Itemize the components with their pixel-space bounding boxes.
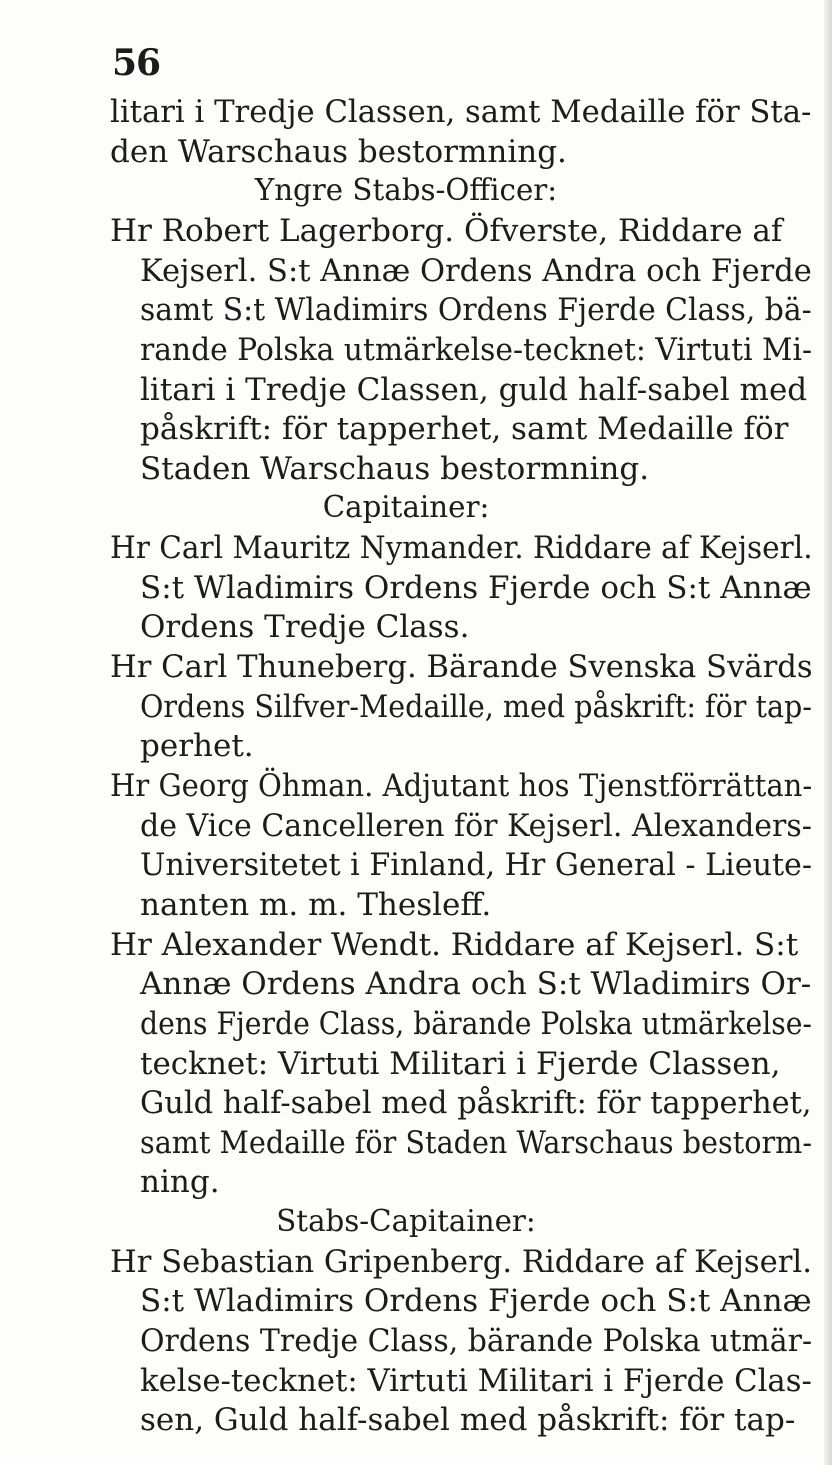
text-line: samt S:t Wladimirs Ordens Fjerde Class, bä- xyxy=(140,292,812,328)
text-line: S:t Wladimirs Ordens Fjerde och S:t Annæ xyxy=(140,570,812,606)
text-line: Guld half-sabel med påskrift: för tapperhet, xyxy=(140,1085,812,1121)
section-heading: Stabs-Capitainer: xyxy=(276,1204,536,1239)
text-line: påskrift: för tapperhet, samt Medaille för xyxy=(140,411,789,447)
text-line: Universitetet i Finland, Hr General - Lieute- xyxy=(140,847,813,883)
text-line: rande Polska utmärkelse-tecknet: Virtuti Mi- xyxy=(140,332,813,368)
text-line: S:t Wladimirs Ordens Fjerde och S:t Annæ xyxy=(140,1283,812,1319)
text-line: Annæ Ordens Andra och S:t Wladimirs Or- xyxy=(140,966,812,1002)
text-line: sen, Guld half-sabel med påskrift: för tap- xyxy=(140,1402,796,1438)
text-line: Hr Carl Mauritz Nymander. Riddare af Kejserl. xyxy=(110,530,813,566)
section-heading: Capitainer: xyxy=(322,490,490,525)
text-line: Hr Carl Thuneberg. Bärande Svenska Svärds xyxy=(110,649,813,685)
text-line: Kejserl. S:t Annæ Ordens Andra och Fjerde xyxy=(140,253,812,289)
text-line: litari i Tredje Classen, guld half-sabel med xyxy=(140,372,808,408)
text-line: dens Fjerde Class, bärande Polska utmärkelse- xyxy=(140,1006,812,1042)
text-line: Hr Georg Öhman. Adjutant hos Tjenstförrättan- xyxy=(110,768,813,804)
text-line: de Vice Cancelleren för Kejserl. Alexanders- xyxy=(140,808,812,844)
text-line: Hr Robert Lagerborg. Öfverste, Riddare af xyxy=(110,213,783,249)
text-line: nanten m. m. Thesleff. xyxy=(140,887,492,923)
text-line: litari i Tredje Classen, samt Medaille för Sta- xyxy=(110,94,812,130)
text-line: Hr Sebastian Gripenberg. Riddare af Kejserl. xyxy=(110,1244,812,1280)
text-line: samt Medaille för Staden Warschaus bestorm- xyxy=(140,1125,813,1161)
text-line: perhet. xyxy=(140,728,254,764)
text-line: tecknet: Virtuti Militari i Fjerde Classen, xyxy=(140,1046,781,1082)
text-line: ning. xyxy=(140,1164,220,1200)
page-edge xyxy=(824,0,832,1465)
text-line: Ordens Silfver-Medaille, med påskrift: för tap- xyxy=(140,689,812,725)
page-number: 56 xyxy=(112,42,161,84)
text-line: Staden Warschaus bestormning. xyxy=(140,451,650,487)
text-line: Ordens Tredje Class, bärande Polska utmär- xyxy=(140,1323,813,1359)
text-line: Hr Alexander Wendt. Riddare af Kejserl. S:t xyxy=(110,927,799,963)
text-line: den Warschaus bestormning. xyxy=(110,134,567,170)
text-line: kelse-tecknet: Virtuti Militari i Fjerde Clas- xyxy=(140,1363,812,1399)
section-heading: Yngre Stabs-Officer: xyxy=(254,173,558,208)
text-line: Ordens Tredje Class. xyxy=(140,609,470,645)
